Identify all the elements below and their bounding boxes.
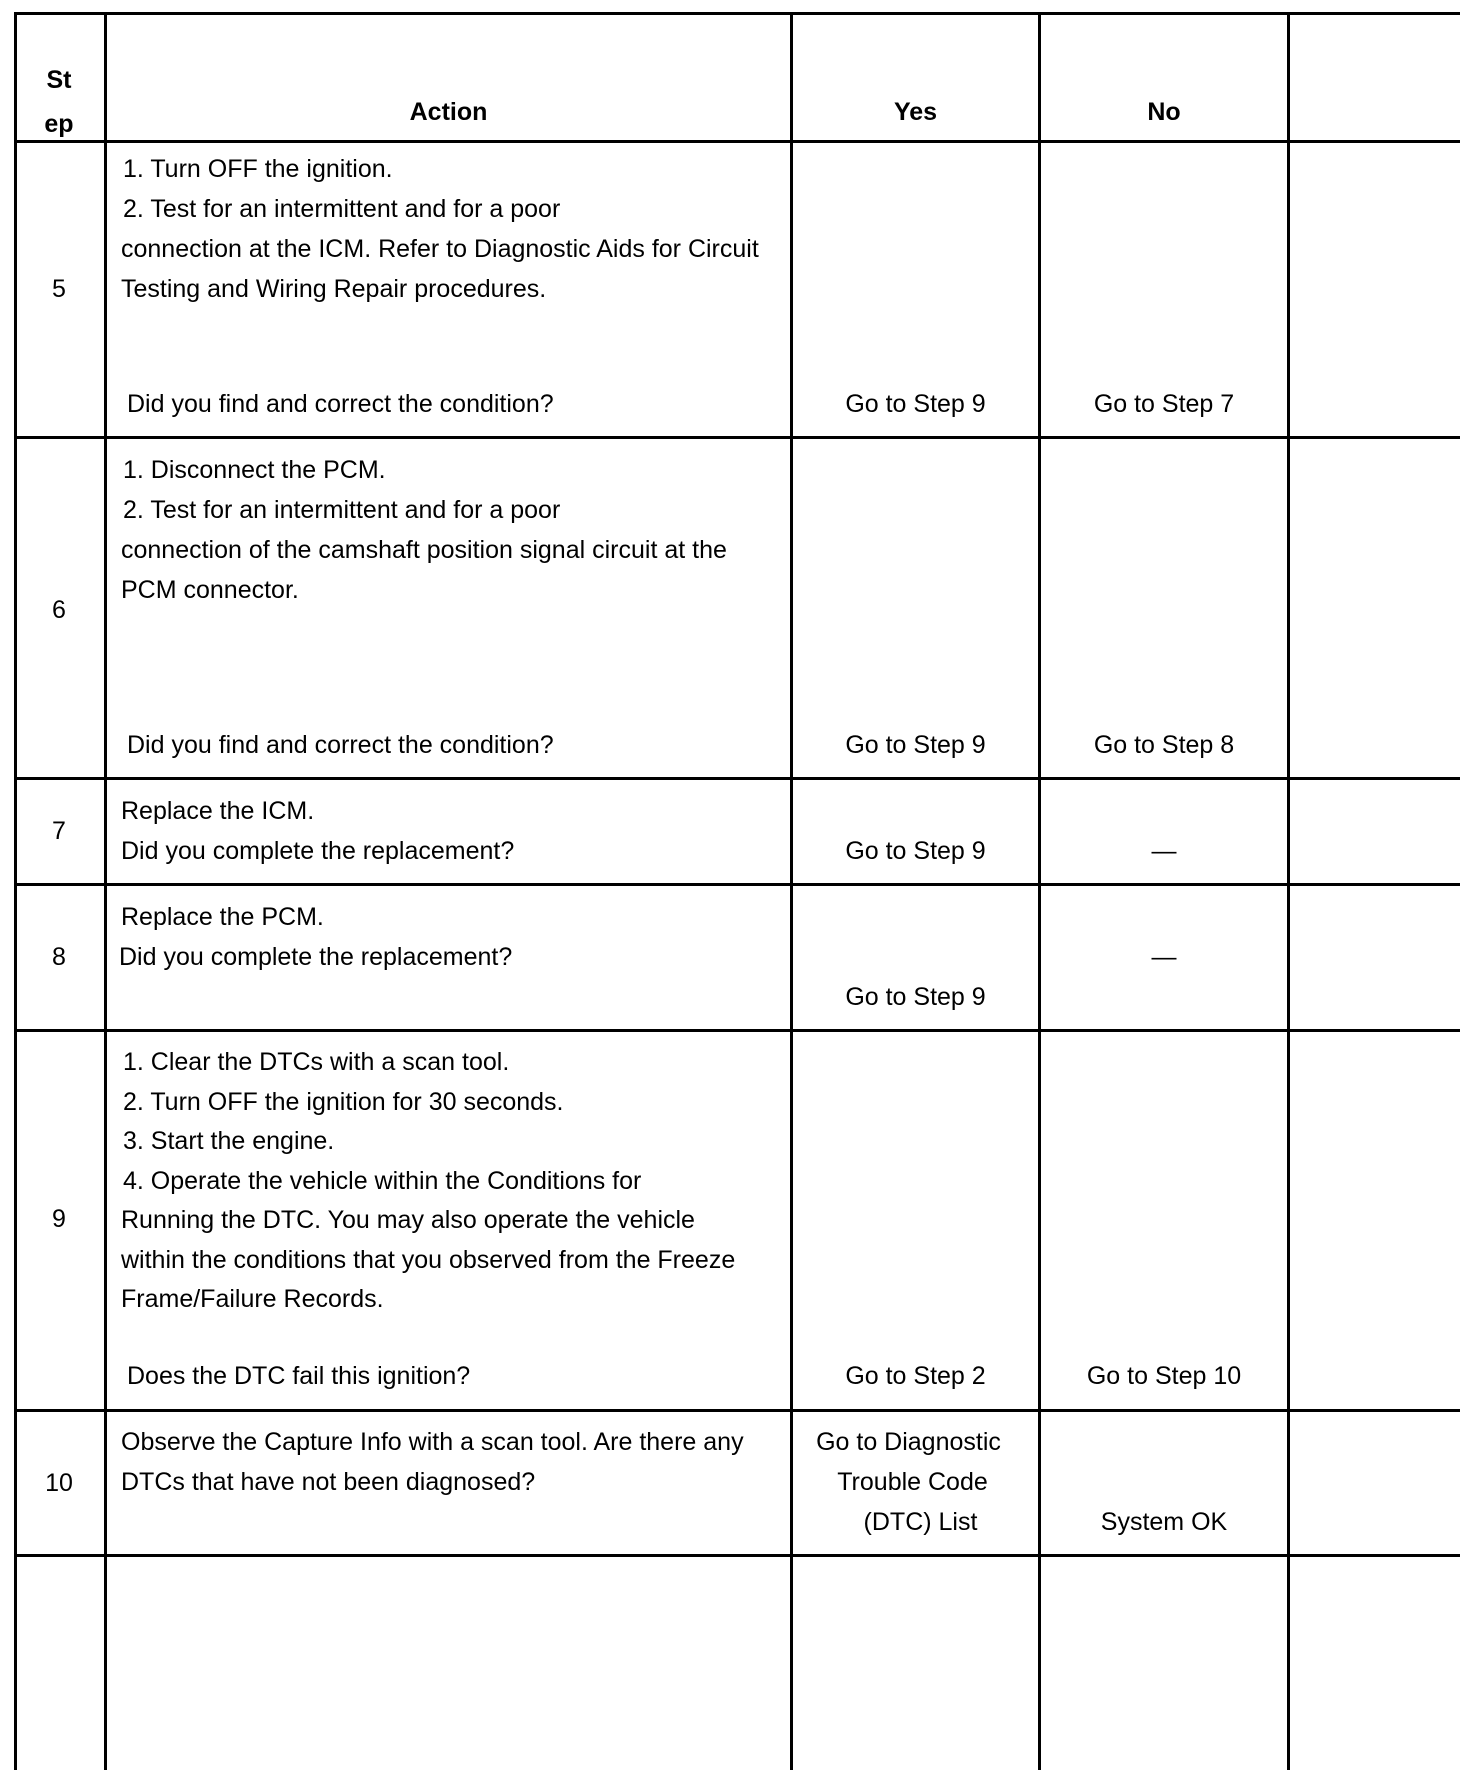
row-divider: [14, 140, 1460, 143]
action-line: 1. Turn OFF the ignition.: [123, 155, 393, 183]
header-step-line: ep: [44, 110, 74, 138]
no-result: —: [1151, 837, 1177, 865]
row-divider: [14, 1029, 1460, 1032]
action-line: 1. Disconnect the PCM.: [123, 456, 386, 484]
table-border-bottom: [14, 1554, 1460, 1557]
step-number: 9: [52, 1205, 66, 1233]
action-line: connection of the camshaft position signal circuit at the: [121, 536, 727, 564]
action-text: [121, 149, 759, 309]
action-line: Did you complete the replacement?: [119, 943, 513, 971]
yes-result: Go to Step 9: [845, 837, 986, 865]
row-divider: [14, 777, 1460, 780]
action-line: 3. Start the engine.: [123, 1127, 335, 1155]
no-result: —: [1151, 943, 1177, 971]
action-line: PCM connector.: [121, 576, 299, 604]
step-number: 6: [52, 596, 66, 624]
column-divider: [104, 12, 107, 1770]
action-text: [121, 450, 727, 610]
action-text: [119, 897, 512, 977]
yes-result-line: (DTC) List: [863, 1508, 978, 1536]
step-number: 10: [45, 1469, 73, 1497]
no-result: System OK: [1100, 1508, 1228, 1536]
column-divider: [1287, 12, 1290, 1770]
action-line: connection at the ICM. Refer to Diagnostic Aids for Circuit: [121, 235, 759, 263]
action-line: Observe the Capture Info with a scan tool. Are there any: [121, 1428, 744, 1456]
yes-result-line: Trouble Code: [837, 1468, 988, 1496]
yes-result: [793, 1422, 1038, 1542]
action-line: Did you complete the replacement?: [121, 837, 515, 865]
action-line: 4. Operate the vehicle within the Conditions for: [123, 1166, 642, 1195]
header-action: Action: [409, 98, 488, 126]
yes-result-line: Go to Diagnostic: [816, 1428, 1001, 1456]
header-no: No: [1147, 98, 1181, 126]
action-question: Did you find and correct the condition?: [127, 390, 554, 418]
table-border-top: [14, 12, 1460, 15]
yes-result: Go to Step 2: [845, 1362, 986, 1390]
yes-result: Go to Step 9: [845, 390, 986, 418]
action-question: Did you find and correct the condition?: [127, 731, 554, 759]
row-divider: [14, 1409, 1460, 1412]
step-number: 8: [52, 943, 66, 971]
action-question: Does the DTC fail this ignition?: [127, 1362, 471, 1390]
action-line: Replace the ICM.: [121, 797, 315, 825]
action-line: within the conditions that you observed from the Freeze: [121, 1245, 736, 1274]
action-line: 2. Turn OFF the ignition for 30 seconds.: [123, 1087, 564, 1116]
header-step: [14, 58, 104, 146]
row-divider: [14, 436, 1460, 439]
header-yes: Yes: [893, 98, 938, 126]
yes-result: Go to Step 9: [845, 983, 986, 1011]
action-line: 1. Clear the DTCs with a scan tool.: [123, 1048, 510, 1076]
no-result: Go to Step 7: [1093, 390, 1235, 418]
step-number: 7: [52, 817, 66, 845]
action-line: Running the DTC. You may also operate the vehicle: [121, 1206, 695, 1234]
diagnostic-table: [14, 12, 1460, 1770]
action-line: Replace the PCM.: [121, 903, 324, 931]
header-step-line: St: [46, 66, 72, 94]
no-result: Go to Step 10: [1086, 1362, 1242, 1390]
no-result: Go to Step 8: [1093, 731, 1235, 759]
action-line: 2. Test for an intermittent and for a poor: [123, 496, 561, 524]
action-line: DTCs that have not been diagnosed?: [121, 1468, 536, 1496]
action-text: [121, 791, 514, 871]
step-number: 5: [52, 275, 66, 303]
action-text: [121, 1043, 735, 1320]
action-text: [121, 1422, 744, 1502]
action-line: 2. Test for an intermittent and for a poor: [123, 195, 561, 223]
action-line: Frame/Failure Records.: [121, 1285, 384, 1313]
action-line: Testing and Wiring Repair procedures.: [121, 275, 547, 303]
yes-result: Go to Step 9: [845, 731, 986, 759]
row-divider: [14, 883, 1460, 886]
